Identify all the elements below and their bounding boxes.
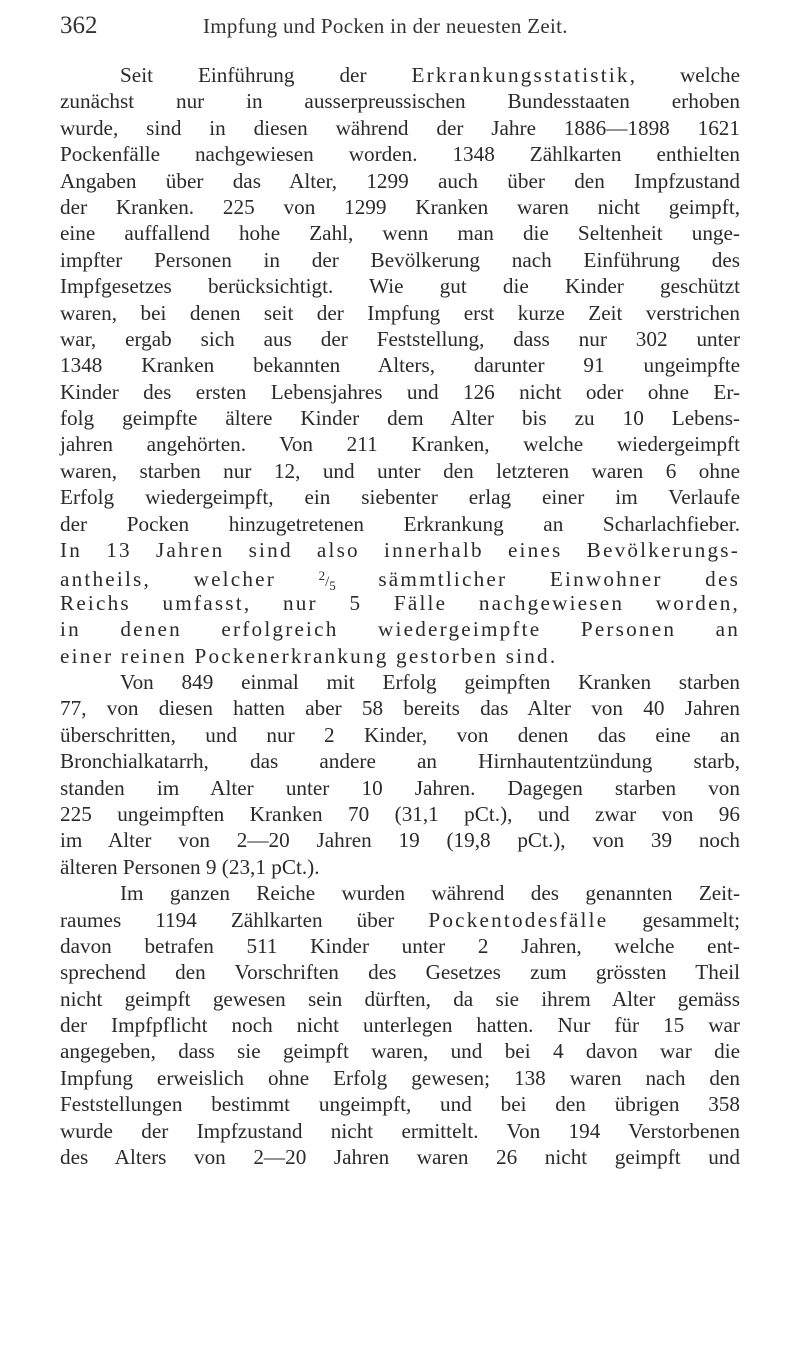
text-line: des Alters von 2—20 Jahren waren 26 nicht geimpft und: [60, 1145, 740, 1170]
text-line: älteren Personen 9 (23,1 pCt.).: [60, 854, 320, 879]
text-line: 77, von diesen hatten aber 58 bereits das Alter von 40 Jahren: [60, 696, 740, 721]
text-line: Erfolg wiedergeimpft, ein siebenter erlag einer im Verlaufe: [60, 485, 740, 510]
text-line: folg geimpfte ältere Kinder dem Alter bis zu 10 Lebens-: [60, 406, 740, 431]
text-line: nicht geimpft gewesen sein dürften, da sie ihrem Alter gemäss: [60, 986, 740, 1011]
fraction: $^2/_5$: [318, 568, 336, 594]
text-line: der Kranken. 225 von 1299 Kranken waren nicht geimpft,: [60, 194, 740, 219]
text-line: Kinder des ersten Lebensjahres und 126 nicht oder ohne Er-: [60, 379, 740, 404]
text-line: Impfgesetzes berücksichtigt. Wie gut die Kinder geschützt: [60, 274, 740, 299]
spaced-text-line: antheils, welcher $^2/_5$ sämmtlicher Einwohner des: [60, 567, 741, 594]
text-line: 225 ungeimpften Kranken 70 (31,1 pCt.), und zwar von 96: [60, 801, 740, 826]
text-line: der Pocken hinzugetretenen Erkrankung an Scharlachfieber.: [60, 511, 740, 536]
text-line: Angaben über das Alter, 1299 auch über den Impfzustand: [60, 168, 740, 193]
text-line: Im ganzen Reiche wurden während des genannten Zeit-: [120, 881, 740, 906]
body-text: [60, 62, 740, 1170]
text-line: angegeben, dass sie geimpft waren, und bei 4 davon war die: [60, 1039, 740, 1064]
text-line: im Alter von 2—20 Jahren 19 (19,8 pCt.), von 39 noch: [60, 828, 740, 853]
text-line: raumes 1194 Zählkarten über Pockentodesfälle gesammelt;: [60, 907, 741, 932]
text-line: Von 849 einmal mit Erfolg geimpften Kranken starben: [120, 669, 740, 694]
text-line: der Impfpflicht noch nicht unterlegen hatten. Nur für 15 war: [60, 1013, 740, 1038]
text-line: überschritten, und nur 2 Kinder, von denen das eine an: [60, 722, 740, 747]
running-header: [60, 12, 740, 48]
spaced-text-line: einer reinen Pockenerkrankung gestorben sind.: [60, 643, 558, 668]
text-line: impfter Personen in der Bevölkerung nach Einführung des: [60, 247, 740, 272]
text-line: war, ergab sich aus der Feststellung, dass nur 302 unter: [60, 326, 740, 351]
text-line: 1348 Kranken bekannten Alters, darunter 91 ungeimpfte: [60, 353, 740, 378]
text-line: jahren angehörten. Von 211 Kranken, welche wiedergeimpft: [60, 432, 740, 457]
spaced-text-line: Reichs umfasst, nur 5 Fälle nachgewiesen worden,: [60, 590, 740, 615]
spaced-text-line: in denen erfolgreich wiedergeimpfte Personen an: [60, 617, 740, 642]
text-line: zunächst nur in ausserpreussischen Bundesstaaten erhoben: [60, 89, 740, 114]
text-line: Feststellungen bestimmt ungeimpft, und bei den übrigen 358: [60, 1092, 740, 1117]
text-line: wurde der Impfzustand nicht ermittelt. Von 194 Verstorbenen: [60, 1118, 740, 1143]
text-line: eine auffallend hohe Zahl, wenn man die Seltenheit unge-: [60, 221, 740, 246]
text-line: Pockenfälle nachgewiesen worden. 1348 Zählkarten enthielten: [60, 142, 740, 167]
text-line: Bronchialkatarrh, das andere an Hirnhautentzündung starb,: [60, 749, 740, 774]
running-title: Impfung und Pocken in der neuesten Zeit.: [203, 14, 568, 38]
text-line: standen im Alter unter 10 Jahren. Dagegen starben von: [60, 775, 740, 800]
page-number: 362: [60, 12, 98, 39]
text-line: davon betrafen 511 Kinder unter 2 Jahren, welche ent-: [60, 933, 740, 958]
text-line: Impfung erweislich ohne Erfolg gewesen; 138 waren nach den: [60, 1065, 740, 1090]
text-line: wurde, sind in diesen während der Jahre 1886—1898 1621: [60, 115, 740, 140]
text-line: waren, starben nur 12, und unter den letzteren waren 6 ohne: [60, 458, 740, 483]
text-line: waren, bei denen seit der Impfung erst kurze Zeit verstrichen: [60, 300, 740, 325]
spaced-text-line: In 13 Jahren sind also innerhalb eines Bevölkerungs-: [60, 538, 740, 563]
text-line: sprechend den Vorschriften des Gesetzes zum grössten Theil: [60, 960, 740, 985]
text-line: Seit Einführung der Erkrankungsstatistik, welche: [120, 63, 740, 87]
